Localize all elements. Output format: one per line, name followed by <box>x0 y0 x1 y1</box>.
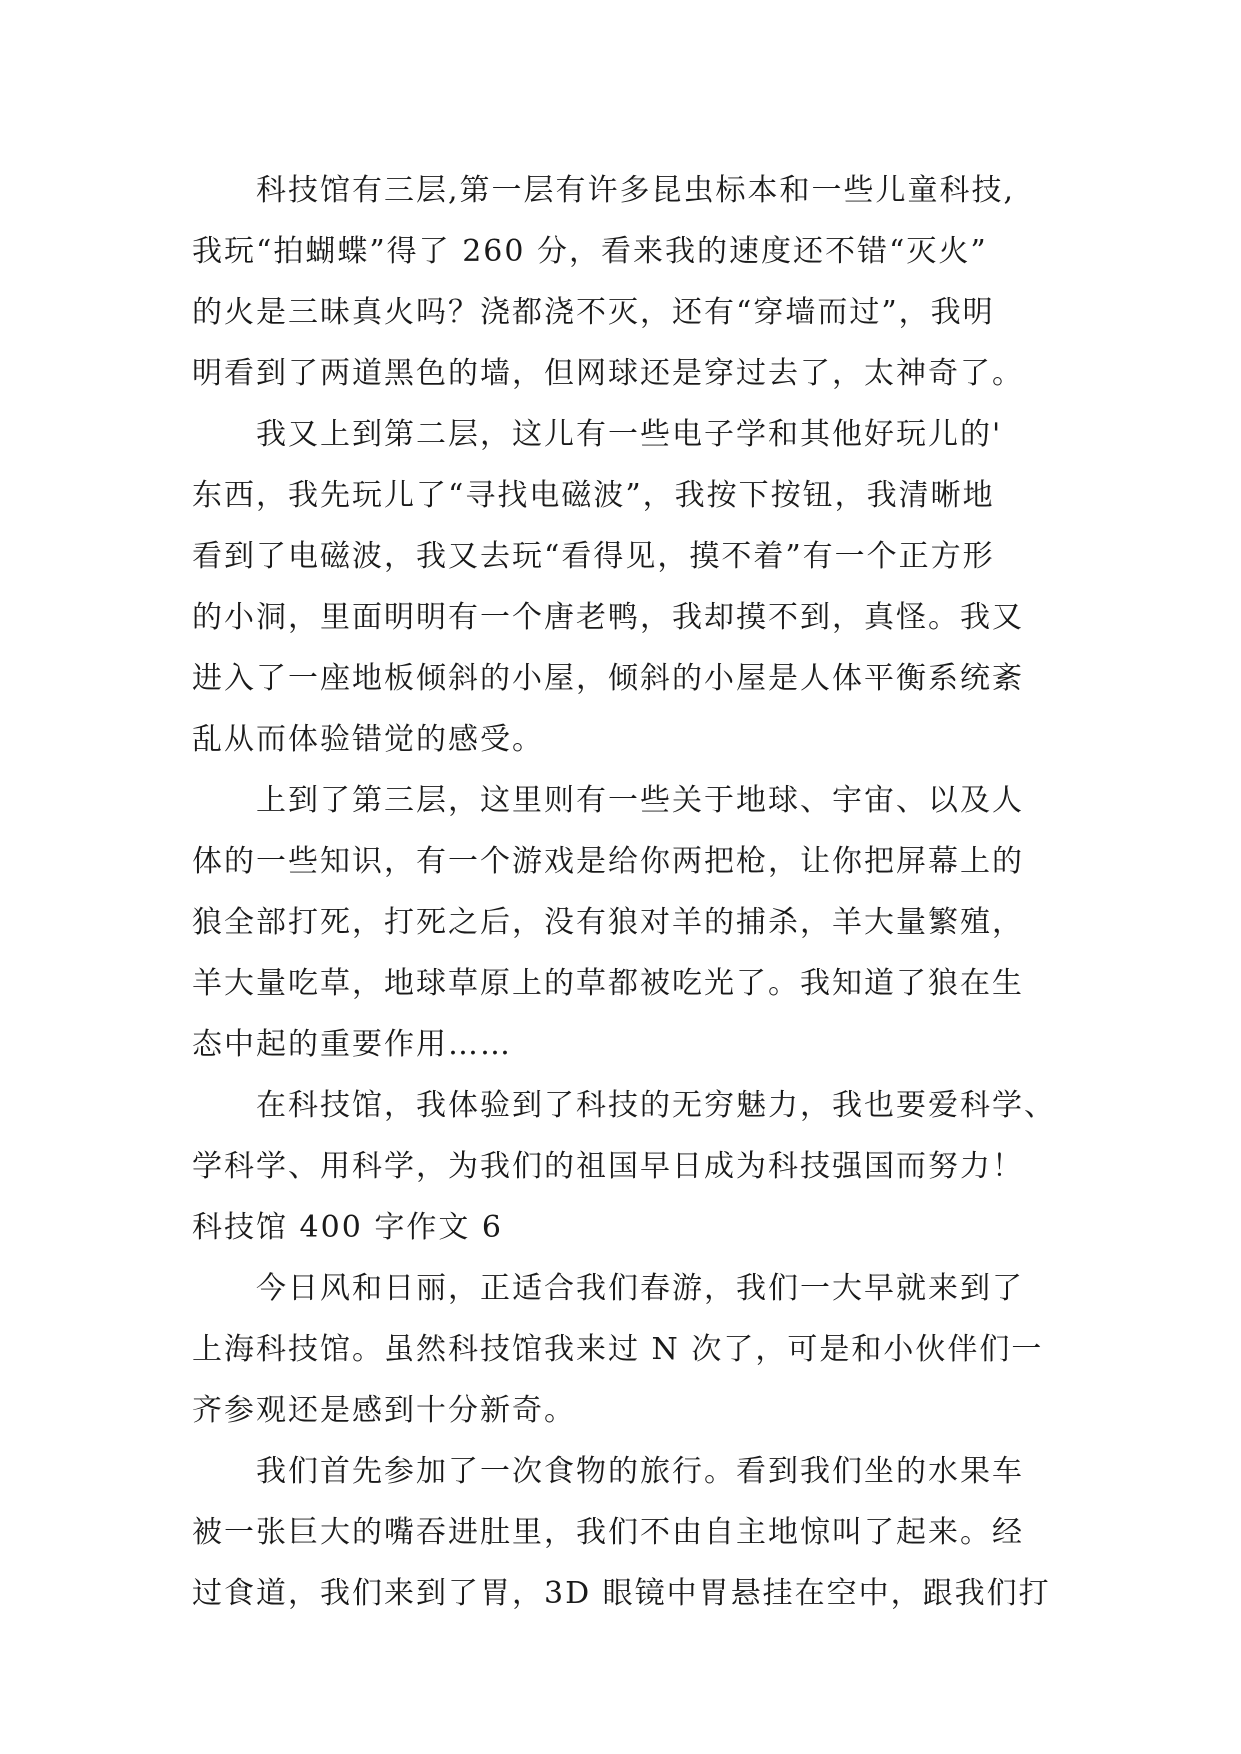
text-line: 狼全部打死，打死之后，没有狼对羊的捕杀，羊大量繁殖， <box>192 905 1024 940</box>
essay-text <box>192 160 1092 1624</box>
text-line: 上海科技馆。虽然科技馆我来过 N 次了，可是和小伙伴们一 <box>192 1332 1044 1367</box>
text-line: 科技馆有三层,第一层有许多昆虫标本和一些儿童科技, <box>256 173 1016 208</box>
text-line: 乱从而体验错觉的感受。 <box>192 722 544 757</box>
text-line: 过食道，我们来到了胃，3D 眼镜中胃悬挂在空中，跟我们打 <box>192 1576 1051 1611</box>
text-line: 东西，我先玩儿了“寻找电磁波”，我按下按钮，我清晰地 <box>192 478 995 513</box>
text-line: 我玩“拍蝴蝶”得了 260 分，看来我的速度还不错“灭火” <box>192 234 988 269</box>
text-line: 明看到了两道黑色的墙，但网球还是穿过去了，太神奇了。 <box>192 356 1024 391</box>
text-line: 看到了电磁波，我又去玩“看得见，摸不着”有一个正方形 <box>192 539 995 574</box>
text-line: 上到了第三层，这里则有一些关于地球、宇宙、以及人 <box>256 783 1024 818</box>
text-line: 我又上到第二层，这儿有一些电子学和其他好玩儿的' <box>256 417 1003 452</box>
text-line: 我们首先参加了一次食物的旅行。看到我们坐的水果车 <box>256 1454 1024 1489</box>
text-line: 羊大量吃草，地球草原上的草都被吃光了。我知道了狼在生 <box>192 966 1024 1001</box>
text-line: 齐参观还是感到十分新奇。 <box>192 1393 576 1428</box>
text-line: 今日风和日丽，正适合我们春游，我们一大早就来到了 <box>256 1271 1024 1306</box>
text-line: 在科技馆，我体验到了科技的无穷魅力，我也要爱科学、 <box>256 1088 1056 1123</box>
text-line: 学科学、用科学，为我们的祖国早日成为科技强国而努力！ <box>192 1149 1024 1184</box>
text-line: 体的一些知识，有一个游戏是给你两把枪，让你把屏幕上的 <box>192 844 1024 879</box>
text-line: 态中起的重要作用…… <box>192 1027 512 1062</box>
text-line: 的小洞，里面明明有一个唐老鸭，我却摸不到，真怪。我又 <box>192 600 1024 635</box>
text-line: 被一张巨大的嘴吞进肚里，我们不由自主地惊叫了起来。经 <box>192 1515 1024 1550</box>
text-line: 的火是三昧真火吗？浇都浇不灭，还有“穿墙而过”，我明 <box>192 295 995 330</box>
section-heading: 科技馆 400 字作文 6 <box>192 1210 503 1245</box>
text-line: 进入了一座地板倾斜的小屋，倾斜的小屋是人体平衡系统紊 <box>192 661 1024 696</box>
